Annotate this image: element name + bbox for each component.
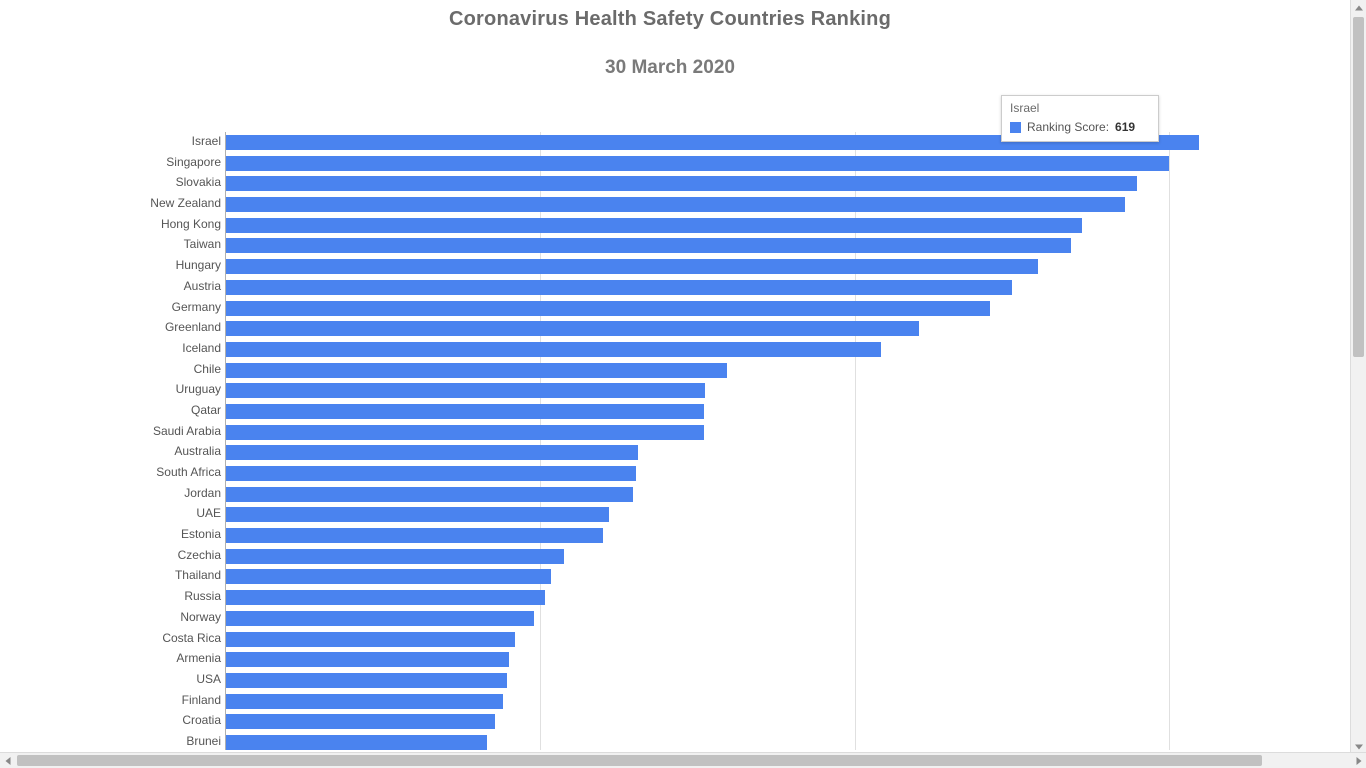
bar-row[interactable]: [0, 587, 1340, 608]
bar-row[interactable]: [0, 484, 1340, 505]
bar-category-label: Greenland: [164, 320, 221, 335]
bar-row[interactable]: [0, 442, 1340, 463]
bar-row[interactable]: [0, 649, 1340, 670]
bar-row[interactable]: [0, 525, 1340, 546]
series-color-swatch-icon: [1010, 122, 1021, 133]
tooltip-row: [1010, 120, 1150, 134]
bar-category-label: Norway: [180, 609, 221, 624]
horizontal-scrollbar[interactable]: [0, 752, 1366, 768]
bar-row[interactable]: [0, 566, 1340, 587]
bar-row[interactable]: [0, 235, 1340, 256]
bar-row[interactable]: [0, 277, 1340, 298]
bar[interactable]: [226, 528, 603, 543]
tooltip-title: Israel: [1010, 101, 1040, 115]
bar[interactable]: [226, 301, 990, 316]
bar[interactable]: [226, 238, 1071, 253]
bar[interactable]: [226, 673, 507, 688]
bar-category-label: Chile: [193, 361, 221, 376]
bar[interactable]: [226, 632, 515, 647]
bar-category-label: Estonia: [180, 527, 221, 542]
bar-category-label: Costa Rica: [162, 630, 221, 645]
bar-row[interactable]: [0, 504, 1340, 525]
bar-row[interactable]: [0, 422, 1340, 443]
bar-row[interactable]: [0, 546, 1340, 567]
bar[interactable]: [226, 425, 704, 440]
bar-row[interactable]: [0, 463, 1340, 484]
bar-row[interactable]: [0, 401, 1340, 422]
tooltip-value: 619: [1115, 120, 1136, 134]
bar-category-label: Taiwan: [183, 237, 221, 252]
bar-row[interactable]: [0, 318, 1340, 339]
bar-category-label: Finland: [181, 692, 221, 707]
bar-category-label: New Zealand: [150, 196, 221, 211]
bar[interactable]: [226, 321, 919, 336]
bar-row[interactable]: [0, 339, 1340, 360]
bar-category-label: Armenia: [176, 651, 221, 666]
bar[interactable]: [226, 156, 1169, 171]
bar[interactable]: [226, 694, 503, 709]
horizontal-scrollbar-thumb[interactable]: [17, 755, 1262, 766]
page-subtitle: 30 March 2020: [605, 57, 735, 78]
bar[interactable]: [226, 652, 509, 667]
chart-plot-area: [0, 120, 1340, 750]
bar-category-label: UAE: [196, 506, 221, 521]
bar[interactable]: [226, 259, 1038, 274]
scroll-up-arrow-icon[interactable]: [1351, 0, 1366, 15]
bar[interactable]: [226, 342, 881, 357]
bar[interactable]: [226, 549, 564, 564]
bar[interactable]: [226, 590, 545, 605]
vertical-scrollbar[interactable]: [1350, 0, 1366, 754]
bar-category-label: Germany: [171, 299, 221, 314]
chart-tooltip: [1001, 95, 1159, 142]
bar-category-label: Austria: [183, 278, 221, 293]
bar-row[interactable]: [0, 360, 1340, 381]
bar-category-label: Jordan: [184, 485, 221, 500]
bar[interactable]: [226, 487, 633, 502]
scroll-right-arrow-icon[interactable]: [1351, 753, 1366, 768]
bar-category-label: Russia: [184, 589, 221, 604]
bar-rows: [0, 132, 1340, 753]
bar-category-label: Hong Kong: [160, 216, 221, 231]
bar-category-label: Hungary: [175, 258, 221, 273]
bar-row[interactable]: [0, 153, 1340, 174]
bar-category-label: Australia: [174, 444, 221, 459]
bar-category-label: Uruguay: [175, 382, 221, 397]
bar-row[interactable]: [0, 215, 1340, 236]
page-title: Coronavirus Health Safety Countries Ranking: [448, 8, 892, 30]
bar-category-label: Brunei: [186, 733, 221, 748]
bar[interactable]: [226, 507, 609, 522]
bar[interactable]: [226, 445, 638, 460]
bar-row[interactable]: [0, 711, 1340, 732]
bar[interactable]: [226, 569, 551, 584]
bar-row[interactable]: [0, 732, 1340, 753]
bar[interactable]: [226, 466, 636, 481]
bar-category-label: Singapore: [166, 154, 221, 169]
bar-row[interactable]: [0, 380, 1340, 401]
bar-row[interactable]: [0, 298, 1340, 319]
bar[interactable]: [226, 611, 534, 626]
bar-category-label: Israel: [191, 134, 221, 148]
bar[interactable]: [226, 735, 487, 750]
tooltip-series-label: Ranking Score:: [1027, 120, 1110, 134]
bar-row[interactable]: [0, 256, 1340, 277]
bar-row[interactable]: [0, 691, 1340, 712]
bar-category-label: Qatar: [190, 402, 221, 417]
vertical-scrollbar-thumb[interactable]: [1353, 17, 1364, 357]
bar[interactable]: [226, 383, 705, 398]
bar-category-label: USA: [196, 671, 221, 686]
bar[interactable]: [226, 218, 1082, 233]
bar-category-label: Thailand: [174, 568, 221, 583]
bar-category-label: Saudi Arabia: [152, 423, 221, 438]
bar-category-label: Czechia: [177, 547, 221, 562]
bar-category-label: Slovakia: [175, 175, 221, 190]
scroll-left-arrow-icon[interactable]: [0, 753, 15, 768]
bar[interactable]: [226, 176, 1137, 191]
bar[interactable]: [226, 280, 1012, 295]
bar[interactable]: [226, 714, 495, 729]
bar-row[interactable]: [0, 629, 1340, 650]
bar-category-label: South Africa: [156, 465, 221, 479]
bar[interactable]: [226, 404, 704, 419]
bar-category-label: Iceland: [182, 340, 221, 355]
bar-category-label: Croatia: [182, 713, 221, 728]
bar-row[interactable]: [0, 608, 1340, 629]
bar-row[interactable]: [0, 173, 1340, 194]
bar-row[interactable]: [0, 194, 1340, 215]
bar[interactable]: [226, 197, 1125, 212]
bar-row[interactable]: [0, 670, 1340, 691]
bar[interactable]: [226, 363, 727, 378]
